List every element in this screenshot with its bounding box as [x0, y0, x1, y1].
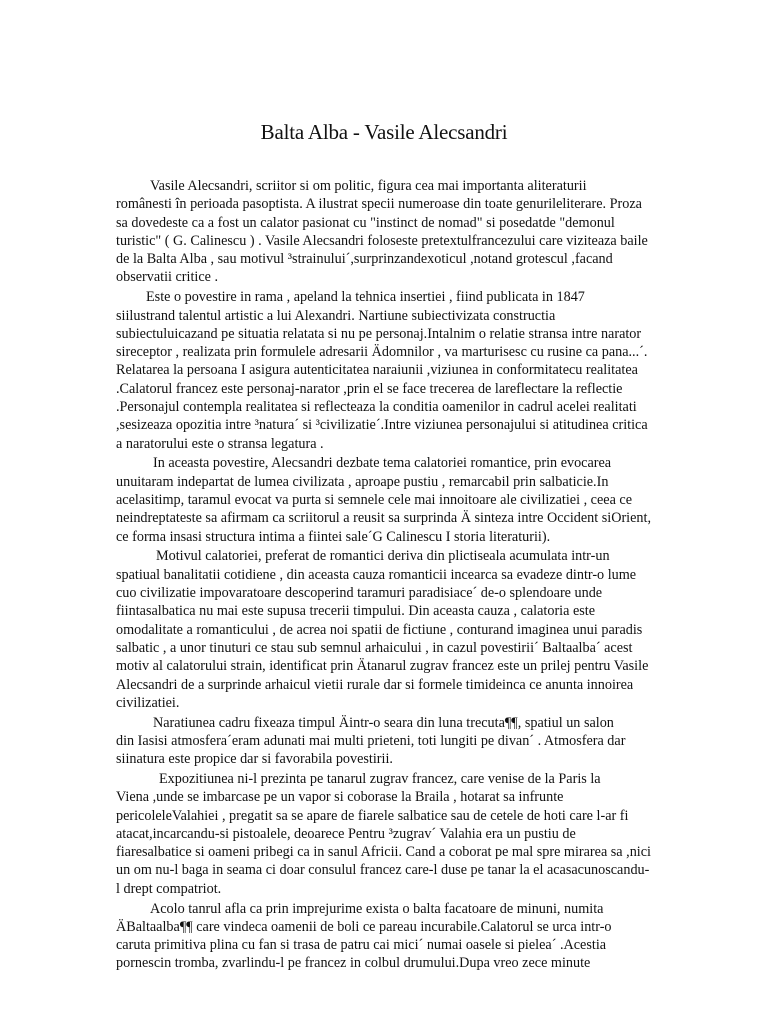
paragraph	[116, 177, 678, 287]
paragraph	[116, 288, 678, 453]
text-line: ,sesizeaza opozitia intre ³natura´ si ³civilizatie´.Intre viziunea personajului si atitudinea critica	[116, 417, 648, 434]
text-line: In aceasta povestire, Alecsandri dezbate tema calatoriei romantice, prin evocarea	[153, 455, 612, 472]
text-line: a naratorului este o stransa legatura .	[116, 435, 324, 452]
text-line: sireceptor , realizata prin formulele adresarii Ädomnilor , va marturisesc cu rusine ca pana...´.	[116, 344, 648, 361]
text-line: fiintasalbatica nu mai este supusa trecerii timpului. Din aceasta cauza , calatoria este	[116, 603, 596, 620]
text-line: din Iasisi atmosfera´eram adunati mai multi prieteni, toti lungiti pe divan´ . Atmosfera dar	[116, 732, 626, 749]
text-line: .Personajul contempla realitatea si reflecteaza la conditia oamenilor in cadrul acelei realitati	[116, 399, 637, 416]
text-line: pericoleleValahiei , pregatit sa se apare de fiarele salbatice sau de cetele de hoti care l-ar fi	[116, 807, 629, 824]
text-line: pornescin tromba, zvarlindu-l pe francez in colbul drumului.Dupa vreo zece minute	[116, 955, 591, 972]
text-line: cuo civilizatie impovaratoare descoperind taramuri paradisiace´ de-o splendoare unde	[116, 585, 603, 602]
text-line: motiv al calatorului strain, identificat prin Ätanarul zugrav francez este un prilej pentru Vasile	[116, 658, 649, 675]
document-title: Balta Alba - Vasile Alecsandri	[260, 120, 508, 144]
text-line: turistic" ( G. Calinescu ) . Vasile Alecsandri foloseste pretextulfrancezului care viziteaza baile	[116, 232, 648, 249]
text-line: l drept compatriot.	[116, 880, 222, 897]
text-line: de la Balta Alba , sau motivul ³strainului´,surprinzandexoticul ,notand grotescul ,facand	[116, 251, 613, 268]
text-line: .Calatorul francez este personaj-narator ,prin el se face trecerea de lareflectare la reflectie	[116, 380, 623, 397]
text-line: sa dovedeste ca a fost un calator pasionat cu "instinct de nomad" si posedatde "demonul	[116, 214, 615, 231]
text-line: civilizatiei.	[116, 694, 180, 711]
text-line: Vasile Alecsandri, scriitor si om politic, figura cea mai importanta aliteraturii	[150, 178, 587, 194]
text-line: siilustrand talentul artistic a lui Alexandri. Nartiune subiectivizata constructia	[116, 307, 556, 324]
paragraph	[116, 770, 678, 898]
text-line: ÄBaltaalba¶¶ care vindeca oamenii de boli ce pareau incurabile.Calatorul se urca intr-o	[116, 918, 612, 935]
text-line: acelasitimp, taramul evocat va purta si semnele cele mai innoitoare ale civilizatiei , ceea ce	[116, 492, 633, 509]
text-line: subiectuluicazand pe situatia relatata si nu pe personaj.Intalnim o relatie stransa intre narator	[116, 325, 642, 342]
text-line: un om nu-l baga in seama ci doar consulul francez care-l duse pe tanar la el acasacunoscandu-	[116, 862, 650, 879]
text-line: Alecsandri de a surprinde arhaicul vietii rurale dar si formele timideinca ce anunta innoirea	[116, 676, 634, 693]
text-line: caruta primitiva plina cu fan si trasa de patru cai mici´ numai oasele si pielea´ .Acestia	[116, 937, 607, 954]
text-line: atacat,incarcandu-si pistoalele, deoarece Pentru ³zugrav´ Valahia era un pustiu de	[116, 825, 576, 842]
text-line: Viena ,unde se imbarcase pe un vapor si coborase la Braila , hotarat sa infrunte	[116, 789, 564, 806]
text-line: siinatura este propice dar si favorabila povestirii.	[116, 751, 393, 768]
text-line: spatiual banalitatii cotidiene , din aceasta cauza romanticii incearca sa evadeze dintr-o lume	[116, 566, 637, 583]
text-line: Motivul calatoriei, preferat de romantici deriva din plictiseala acumulata intr-un	[156, 548, 610, 565]
text-line: omodalitate a romanticului , de acrea noi spatii de fictiune , conturand imaginea unui paradis	[116, 621, 643, 638]
text-line: românesti în perioada pasoptista. A ilustrat specii numeroase din toate genurileliterare. Proza	[116, 196, 642, 213]
text-line: Relatarea la persoana I asigura autenticitatea naraiunii ,viziunea in conformitatecu realitatea	[116, 362, 638, 379]
text-line: Expozitiunea ni-l prezinta pe tanarul zugrav francez, care venise de la Paris la	[159, 771, 601, 787]
text-line: Naratiunea cadru fixeaza timpul Äintr-o seara din luna trecuta¶¶, spatiul un salon	[153, 714, 614, 731]
text-line: salbatic , a unor tinuturi ce stau sub semnul arhaicului , in cazul povestirii´ Baltaalba´ acest	[116, 639, 633, 656]
document-body	[116, 177, 678, 974]
paragraph	[116, 714, 678, 769]
paragraph	[116, 900, 678, 973]
text-line: observatii critice .	[116, 269, 219, 286]
paragraph	[116, 547, 678, 712]
paragraph	[116, 454, 678, 545]
text-line: Este o povestire in rama , apeland la tehnica insertiei , fiind publicata in 1847	[146, 289, 585, 306]
text-line: Acolo tanrul afla ca prin imprejurime exista o balta facatoare de minuni, numita	[150, 900, 604, 917]
text-line: fiaresalbatice si oameni pribegi ca in sanul Africii. Cand a coborat pe mal spre mirarea sa ,nici	[116, 844, 651, 861]
text-line: unuitaram indepartat de lumea civilizata , aproape pustiu , remarcabil prin salbaticie.In	[116, 473, 609, 490]
text-line: ce forma insasi structura intima a fiintei sale´G Calinescu I storia literaturii).	[116, 528, 551, 545]
text-line: neindreptateste sa afirmam ca scriitorul a reusit sa surprinda Ä sinteza intre Occident siOrient,	[116, 510, 651, 527]
